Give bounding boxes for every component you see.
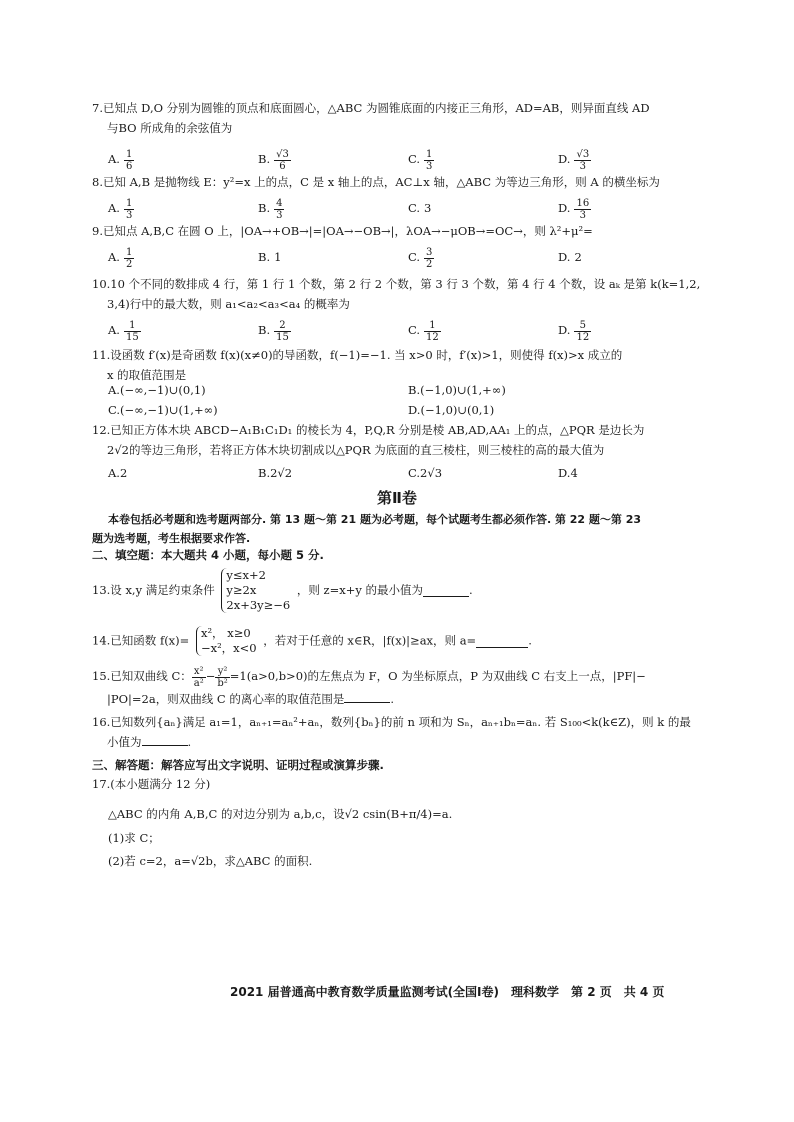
question-13: 13.设 x,y 满足约束条件 y≤x+2 y≥2x 2x+3y≥−6 ，则 z=x+y 的最小值为 . <box>92 568 473 612</box>
part-2-intro-line2: 题为选考题，考生根据要求作答. <box>92 532 251 545</box>
q12-option-d[interactable]: D.4 <box>558 466 578 480</box>
q11-option-a[interactable]: A.(−∞,−1)∪(0,1) <box>108 383 206 397</box>
question-12-line2: 2√2的等边三角形，若将正方体木块切割成以△PQR 为底面的直三棱柱，则三棱柱的高的最大值为 <box>107 443 605 457</box>
q10-option-a[interactable]: A. $\frac{1}{15}$ <box>108 319 139 343</box>
q12-option-a[interactable]: A.2 <box>108 466 128 480</box>
question-11-line1: 11.设函数 f′(x)是奇函数 f(x)(x≠0)的导函数，f(−1)=−1. 当 x>0 时，f′(x)>1，则使得 f(x)>x 成立的 <box>92 348 623 362</box>
question-7 <box>92 98 702 138</box>
q8-option-c[interactable]: C. 3 <box>408 201 432 215</box>
question-10-line1: 10.10 个不同的数排成 4 行，第 1 行 1 个数，第 2 行 2 个数，第 3 行 3 个数，第 4 行 4 个数，设 aₖ 是第 k(k=1,2, <box>92 277 701 291</box>
q15-answer-blank[interactable] <box>344 690 390 703</box>
q10-option-c[interactable]: C. $\frac{1}{12}$ <box>408 319 439 343</box>
question-7-options <box>108 145 708 173</box>
q7-option-c[interactable]: C. $\frac{1}{3}$ <box>408 148 433 172</box>
question-17-stem: △ABC 的内角 A,B,C 的对边分别为 a,b,c，设√2 csin(B+π/4)=a. <box>108 807 453 821</box>
question-12-options <box>108 463 708 483</box>
q14-piecewise: x²， x≥0 −x²，x<0 <box>196 626 257 656</box>
question-16-line1: 16.已知数列{aₙ}满足 a₁=1，aₙ₊₁=aₙ²+aₙ，数列{bₙ}的前 n 项和为 Sₙ，aₙ₊₁bₙ=aₙ. 若 S₁₀₀<k(k∈Z)，则 k 的最 <box>92 715 691 729</box>
question-17-title: 17.(本小题满分 12 分) <box>92 777 211 791</box>
question-10-line2: 3,4)行中的最大数，则 a₁<a₂<a₃<a₄ 的概率为 <box>107 297 350 311</box>
question-10-options <box>108 316 708 344</box>
question-11-options-row2 <box>108 400 708 420</box>
q11-option-c[interactable]: C.(−∞,−1)∪(1,+∞) <box>108 403 218 417</box>
question-11-options-row1 <box>108 380 708 400</box>
question-8-line1: 8.已知 A,B 是抛物线 E：y²=x 上的点，C 是 x 轴上的点，AC⊥x 轴，△ABC 为等边三角形，则 A 的横坐标为 <box>92 175 660 189</box>
q9-option-d[interactable]: D. 2 <box>558 250 582 264</box>
q7-option-b[interactable]: B. $\frac{√3}{6}$ <box>258 148 289 172</box>
q8-option-b[interactable]: B. $\frac{4}{3}$ <box>258 197 283 221</box>
question-8 <box>92 172 702 192</box>
question-16: 16.已知数列{aₙ}满足 a₁=1，aₙ₊₁=aₙ²+aₙ，数列{bₙ}的前 n 项和为 Sₙ，aₙ₊₁bₙ=aₙ. 若 S₁₀₀<k(k∈Z)，则 k 的最 小值为 . <box>92 715 691 749</box>
q8-option-a[interactable]: A. $\frac{1}{3}$ <box>108 197 133 221</box>
part-2-intro <box>92 510 704 548</box>
fill-in-heading: 二、填空题：本大题共 4 小题，每小题 5 分. <box>92 548 324 562</box>
q12-option-b[interactable]: B.2√2 <box>258 466 293 480</box>
question-7-line2: 与BO 所成角的余弦值为 <box>107 121 233 135</box>
q7-option-a[interactable]: A. $\frac{1}{6}$ <box>108 148 133 172</box>
part-2-title: 第Ⅱ卷 <box>377 489 417 507</box>
question-17-part-2: (2)若 c=2，a=√2b，求△ABC 的面积. <box>108 854 313 868</box>
question-9 <box>92 221 702 241</box>
question-9-options <box>108 243 708 271</box>
q13-answer-blank[interactable] <box>423 584 469 597</box>
q12-option-c[interactable]: C.2√3 <box>408 466 443 480</box>
q8-option-d[interactable]: D. $\frac{16}{3}$ <box>558 197 590 221</box>
question-17-part-1: (1)求 C； <box>108 831 160 845</box>
part-2-intro-line1: 本卷包括必考题和选考题两部分. 第 13 题～第 21 题为必考题，每个试题考生都必须作答. 第 22 题～第 23 <box>108 513 642 526</box>
question-9-line1: 9.已知点 A,B,C 在圆 O 上，|OA→+OB→|=|OA→−OB→|，λOA→−μOB→=OC→，则 λ²+μ²= <box>92 224 593 238</box>
q14-answer-blank[interactable] <box>476 635 528 648</box>
q13-constraint-system: y≤x+2 y≥2x 2x+3y≥−6 <box>221 568 290 613</box>
q10-option-b[interactable]: B. $\frac{2}{15}$ <box>258 319 289 343</box>
q11-option-d[interactable]: D.(−1,0)∪(0,1) <box>408 403 495 417</box>
question-10 <box>92 274 702 314</box>
question-12-line1: 12.已知正方体木块 ABCD−A₁B₁C₁D₁ 的棱长为 4，P,Q,R 分别是棱 AB,AD,AA₁ 上的点，△PQR 是边长为 <box>92 423 645 437</box>
question-11 <box>92 345 702 385</box>
q9-option-b[interactable]: B. 1 <box>258 250 282 264</box>
question-8-options <box>108 194 708 222</box>
question-14: 14.已知函数 f(x)= x²， x≥0 −x²，x<0 ，若对于任意的 x∈R，|f(x)|≥ax，则 a= . <box>92 626 532 655</box>
q11-option-b[interactable]: B.(−1,0)∪(1,+∞) <box>408 383 506 397</box>
solve-heading: 三、解答题：解答应写出文字说明、证明过程或演算步骤. <box>92 758 384 772</box>
page-footer: 2021 届普通高中教育数学质量监测考试(全国Ⅰ卷) 理科数学 第 2 页 共 4 页 <box>230 985 665 999</box>
question-15: 15.已知双曲线 C： $\frac{\text{x²}}{\text{a²}}$ − $\frac{\text{y²}}{\text{b²}}$ =1(a>0,b>0)的左焦点为 F，O 为坐标原点，P 为双曲线 C 右支上一点，|PF|− |PO|=2a，则双曲线 C 的离心率的取值范围是 . <box>92 665 646 706</box>
q7-option-d[interactable]: D. $\frac{√3}{3}$ <box>558 148 590 172</box>
question-12 <box>92 420 702 460</box>
q9-option-c[interactable]: C. $\frac{3}{2}$ <box>408 246 433 270</box>
q16-answer-blank[interactable] <box>142 733 188 746</box>
q9-option-a[interactable]: A. $\frac{1}{2}$ <box>108 246 133 270</box>
q10-option-d[interactable]: D. $\frac{5}{12}$ <box>558 319 590 343</box>
question-7-line1: 7.已知点 D,O 分别为圆锥的顶点和底面圆心，△ABC 为圆锥底面的内接正三角形，AD=AB，则异面直线 AD <box>92 101 650 115</box>
question-11-line2: x 的取值范围是 <box>107 368 187 382</box>
